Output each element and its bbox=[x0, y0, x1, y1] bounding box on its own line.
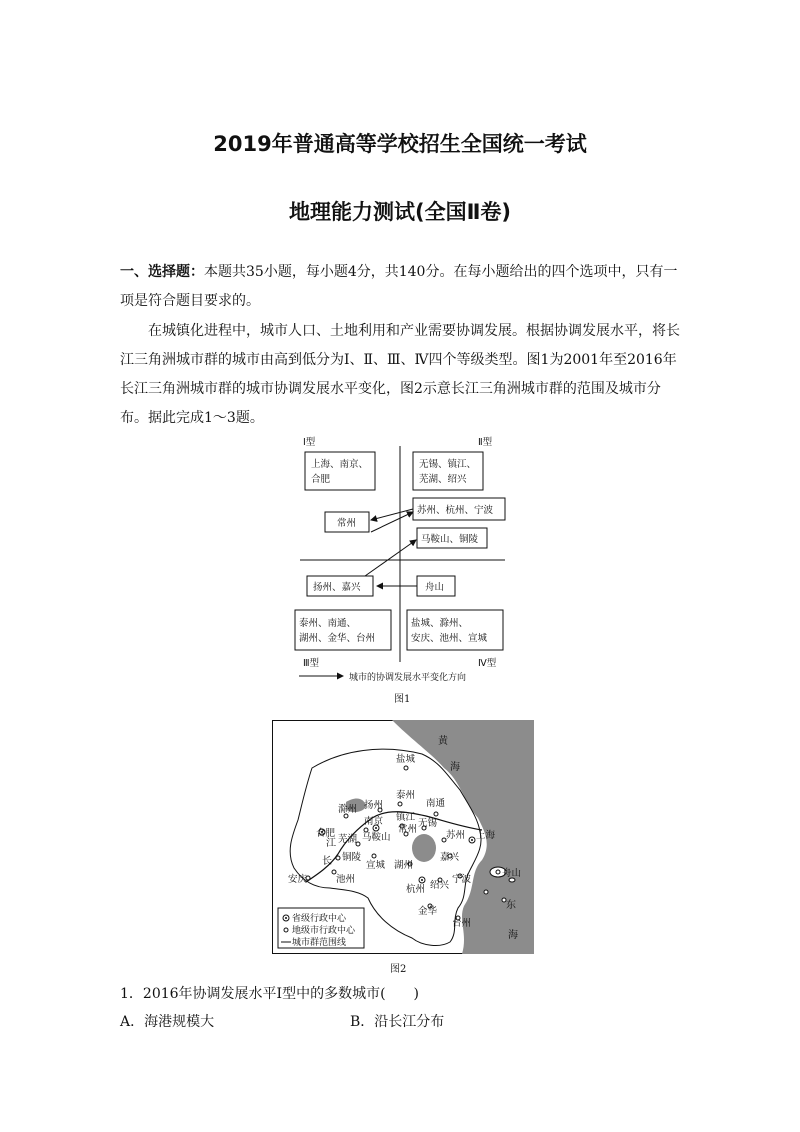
box-text: 扬州、嘉兴 bbox=[313, 582, 361, 593]
box-text: 芜湖、绍兴 bbox=[419, 474, 467, 485]
city-label: 湖州 bbox=[394, 860, 414, 871]
taihu-lake bbox=[412, 834, 436, 862]
question-1-option-a[interactable]: A．海港规模大 bbox=[120, 1014, 215, 1030]
figure-2-caption: 图2 bbox=[390, 964, 407, 975]
legend-text: 城市的协调发展水平变化方向 bbox=[349, 673, 467, 683]
exam-subtitle: 地理能力测试(全国Ⅱ卷) bbox=[288, 200, 512, 224]
city-label: 扬州 bbox=[364, 800, 384, 811]
box-text: 安庆、池州、宣城 bbox=[411, 633, 488, 644]
map-legend bbox=[278, 908, 364, 948]
sea-label: 海 bbox=[508, 930, 518, 941]
box-yangzhou-group bbox=[307, 576, 373, 596]
city-label: 池州 bbox=[336, 874, 356, 885]
city-label: 铜陵 bbox=[342, 852, 362, 863]
city-label: 舟山 bbox=[502, 868, 522, 879]
figure-1-diagram bbox=[285, 432, 515, 687]
box-suzhou-group bbox=[413, 498, 505, 520]
legend-item: 地级市行政中心 bbox=[292, 926, 356, 936]
city-label: 滁州 bbox=[338, 804, 358, 815]
city-label: 无锡 bbox=[418, 818, 438, 829]
sea-label: 东 bbox=[506, 900, 516, 911]
quadrant-label-4: Ⅳ型 bbox=[478, 658, 497, 669]
city-label: 绍兴 bbox=[430, 880, 450, 891]
city-label: 南通 bbox=[426, 798, 446, 809]
box-text: 舟山 bbox=[425, 582, 445, 593]
river-label: 江 bbox=[326, 838, 336, 849]
box-shanghai-group bbox=[305, 452, 375, 490]
legend-item: 城市群范围线 bbox=[292, 938, 347, 948]
river-label: 长 bbox=[322, 856, 332, 867]
instructions-lead: 一、选择题： bbox=[120, 264, 204, 280]
intro-paragraph: 在城镇化进程中，城市人口、土地利用和产业需要协调发展。根据协调发展水平，将长江三角洲城市群的城市由高到低分为Ⅰ、Ⅱ、Ⅲ、Ⅳ四个等级类型。图1为2001年至2016年长江三角洲城市群的城市协调发展水平变化，图2示意长江三角洲城市群的范围及城市分布。据此完成1～3题。 bbox=[120, 323, 680, 426]
box-maanshan-group bbox=[417, 528, 487, 548]
box-text: 无锡、镇江、 bbox=[419, 459, 477, 470]
figure-2-map bbox=[272, 720, 534, 954]
box-text: 泰州、南通、 bbox=[299, 618, 357, 629]
box-taizhou-group bbox=[295, 610, 391, 650]
city-label: 盐城 bbox=[396, 754, 416, 765]
box-text: 合肥 bbox=[311, 474, 331, 485]
city-label: 常州 bbox=[398, 824, 418, 835]
city-label: 金华 bbox=[418, 906, 438, 917]
city-label: 台州 bbox=[452, 918, 472, 929]
city-label: 合肥 bbox=[316, 828, 336, 839]
city-label: 苏州 bbox=[446, 830, 466, 841]
question-1-stem: 1．2016年协调发展水平Ⅰ型中的多数城市( ) bbox=[120, 986, 419, 1002]
city-label: 南京 bbox=[364, 816, 384, 827]
box-text: 盐城、滁州、 bbox=[411, 618, 469, 629]
quadrant-label-2: Ⅱ型 bbox=[478, 437, 493, 448]
arrow-yangzhou-to-maanshan bbox=[365, 540, 416, 576]
city-label: 嘉兴 bbox=[440, 852, 460, 863]
city-label: 芜湖 bbox=[338, 834, 358, 845]
city-label: 安庆 bbox=[288, 874, 308, 885]
city-label: 宁波 bbox=[452, 874, 472, 885]
box-zhoushan bbox=[417, 576, 455, 596]
question-1-option-b[interactable]: B．沿长江分布 bbox=[350, 1014, 445, 1030]
instructions-text: 本题共35小题，每小题4分，共140分。在每小题给出的四个选项中，只有一项是符合题目要求的。 bbox=[120, 264, 678, 309]
box-text: 上海、南京、 bbox=[311, 459, 369, 470]
box-wuxi-group bbox=[413, 452, 483, 490]
figure-1-caption: 图1 bbox=[394, 694, 411, 705]
city-label: 上海 bbox=[476, 830, 496, 841]
box-text: 湖州、金华、台州 bbox=[299, 633, 376, 644]
quadrant-label-3: Ⅲ型 bbox=[303, 658, 320, 669]
box-text: 苏州、杭州、宁波 bbox=[417, 505, 494, 516]
quadrant-label-1: Ⅰ型 bbox=[303, 437, 316, 448]
exam-title: 2019年普通高等学校招生全国统一考试 bbox=[213, 132, 587, 156]
sea-label: 海 bbox=[450, 762, 460, 773]
instructions-paragraph bbox=[120, 258, 682, 316]
city-label: 镇江 bbox=[396, 812, 416, 823]
sea-label: 黄 bbox=[438, 736, 448, 747]
island-small bbox=[484, 890, 488, 894]
city-label: 马鞍山 bbox=[362, 832, 391, 843]
box-text: 马鞍山、铜陵 bbox=[421, 534, 479, 545]
city-label: 宣城 bbox=[366, 860, 386, 871]
box-yancheng-group bbox=[407, 610, 503, 650]
city-label: 杭州 bbox=[406, 884, 426, 895]
box-changzhou bbox=[325, 512, 369, 532]
box-text: 常州 bbox=[337, 518, 357, 529]
legend-item: 省级行政中心 bbox=[292, 914, 347, 924]
city-label: 泰州 bbox=[396, 790, 416, 801]
